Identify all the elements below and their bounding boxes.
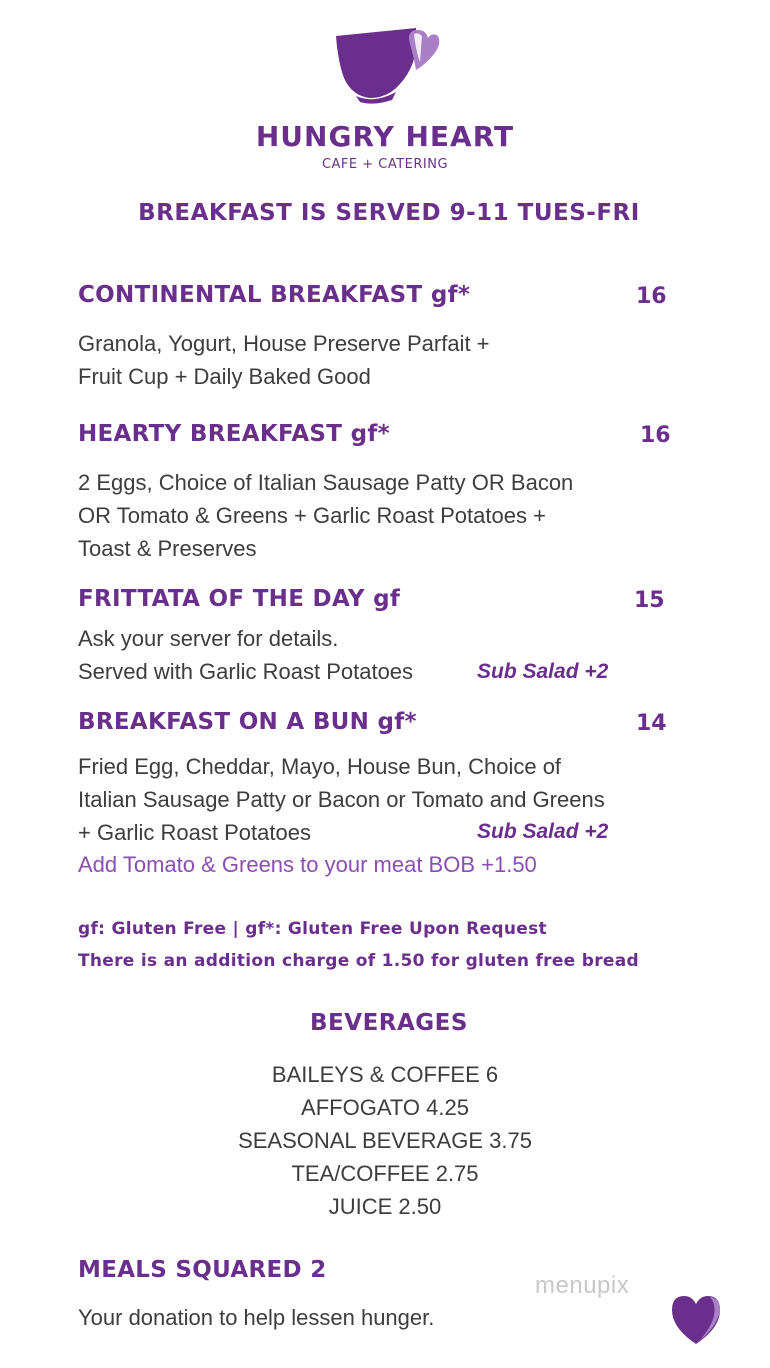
heart-icon — [668, 1292, 724, 1346]
menu-item-title: FRITTATA OF THE DAY gf — [78, 586, 401, 612]
meals-squared-description: Your donation to help lessen hunger. — [78, 1305, 435, 1330]
beverage-item: JUICE 2.50 — [328, 1194, 442, 1219]
menu-item-price: 16 — [636, 284, 667, 309]
beverage-item: AFFOGATO 4.25 — [301, 1095, 469, 1120]
beverage-item: TEA/COFFEE 2.75 — [291, 1161, 479, 1186]
menu-item-description-line: Fruit Cup + Daily Baked Good — [78, 364, 371, 389]
sub-salad-option: Sub Salad +2 — [477, 820, 609, 843]
brand-name: HUNGRY HEART — [255, 120, 515, 153]
menu-item-description-line: Ask your server for details. — [78, 626, 339, 651]
addon-note: Add Tomato & Greens to your meat BOB +1.50 — [78, 852, 537, 877]
menu-item-description-line: Toast & Preserves — [78, 536, 257, 561]
menu-item-price: 16 — [640, 423, 671, 448]
menu-item-price: 15 — [634, 588, 665, 613]
menu-item-price: 14 — [636, 711, 667, 736]
menu-item-description-line: Fried Egg, Cheddar, Mayo, House Bun, Choice of — [78, 754, 562, 779]
menu-item-description-line: Italian Sausage Patty or Bacon or Tomato and Greens — [78, 787, 605, 812]
beverage-item: SEASONAL BEVERAGE 3.75 — [238, 1128, 532, 1153]
menu-item-title: BREAKFAST ON A BUN gf* — [78, 709, 417, 735]
meals-squared-title: MEALS SQUARED 2 — [78, 1257, 327, 1283]
menu-item-description-line: Granola, Yogurt, House Preserve Parfait + — [78, 331, 490, 356]
menu-item-description-line: + Garlic Roast Potatoes — [78, 820, 311, 845]
gluten-legend: gf: Gluten Free | gf*: Gluten Free Upon Request — [78, 919, 547, 939]
beverage-item: BAILEYS & COFFEE 6 — [271, 1062, 499, 1087]
menu-item-title: CONTINENTAL BREAKFAST gf* — [78, 282, 471, 308]
teacup-heart-logo-icon — [330, 22, 440, 104]
menu-item-description-line: 2 Eggs, Choice of Italian Sausage Patty OR Bacon — [78, 470, 574, 495]
sub-salad-option: Sub Salad +2 — [477, 660, 609, 683]
menu-item-description-line: Served with Garlic Roast Potatoes — [78, 659, 414, 684]
gluten-bread-charge: There is an addition charge of 1.50 for gluten free bread — [78, 951, 639, 971]
menu-item-title: HEARTY BREAKFAST gf* — [78, 421, 390, 447]
served-hours-heading: BREAKFAST IS SERVED 9-11 TUES-FRI — [138, 200, 640, 226]
watermark: menupix — [535, 1272, 630, 1299]
beverages-heading: BEVERAGES — [310, 1010, 468, 1036]
beverages-list — [0, 1058, 770, 1223]
menu-item-description-line: OR Tomato & Greens + Garlic Roast Potatoes + — [78, 503, 546, 528]
brand-tagline: CAFE + CATERING — [321, 157, 449, 172]
